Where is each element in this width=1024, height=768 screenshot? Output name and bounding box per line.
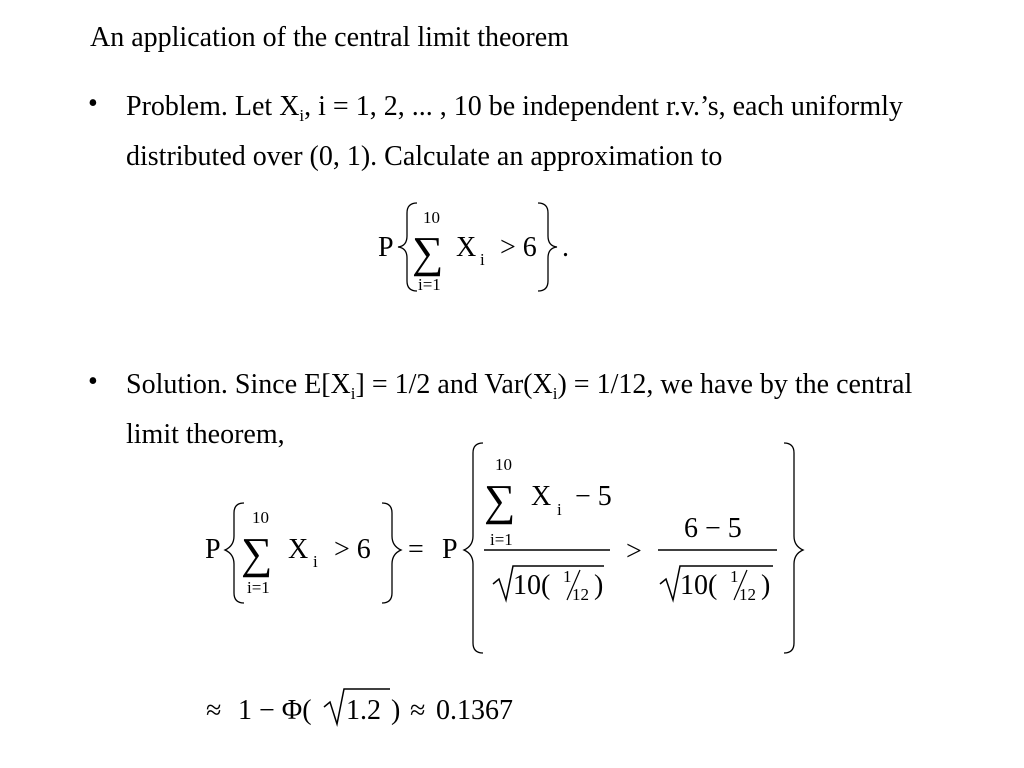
- f3-twelve-right: 12: [739, 585, 756, 604]
- f3-sub-i: i: [557, 500, 562, 519]
- f2-sum-symbol: ∑: [241, 529, 273, 578]
- f2-sum-lower: i=1: [247, 578, 270, 597]
- formula-solution-left: [205, 503, 424, 603]
- f2-P: P: [205, 534, 221, 565]
- f3-one-left: 1: [563, 567, 572, 586]
- f1-sub-i: i: [480, 250, 485, 269]
- f1-period: .: [562, 232, 569, 263]
- f1-sum-symbol: ∑: [412, 228, 444, 277]
- f3-ten-paren-right: 10(: [680, 570, 718, 601]
- problem-part2: , i = 1, 2, ... , 10 be independent r.v.’s, each uniformly distributed over (0, 1). Calculate an approximation to: [126, 91, 903, 172]
- result-root: 1.2: [346, 695, 381, 726]
- f3-minus-five: − 5: [575, 481, 612, 512]
- f3-one-right: 1: [730, 567, 739, 586]
- page-title: An application of the central limit theorem: [90, 22, 569, 53]
- f1-X: X: [456, 232, 477, 263]
- problem-part1: Problem. Let X: [126, 91, 300, 122]
- f1-P: P: [378, 232, 394, 263]
- problem-sub-i: i: [299, 106, 305, 125]
- result-approx-1: ≈: [206, 695, 222, 726]
- result-part-b: ): [391, 695, 401, 726]
- f3-ten-paren-left: 10(: [513, 570, 551, 601]
- f1-sum-lower: i=1: [418, 275, 441, 294]
- f3-sum-lower: i=1: [490, 530, 513, 549]
- result-approx-2: ≈: [410, 695, 426, 726]
- result-part-a: 1 − Φ(: [238, 695, 312, 726]
- f3-close-right: ): [761, 570, 771, 601]
- solution-part2: ] = 1/2 and Var(X: [355, 369, 553, 400]
- f1-gt-six: > 6: [500, 232, 537, 263]
- f3-X: X: [531, 481, 552, 512]
- f1-right-brace: [538, 203, 557, 291]
- solution-part1: Solution. Since E[X: [126, 369, 351, 400]
- solution-sub-i-2: i: [552, 384, 558, 403]
- result-value: 0.1367: [436, 695, 513, 726]
- f3-close-left: ): [594, 570, 604, 601]
- f3-sum-symbol: ∑: [484, 476, 516, 525]
- f2-equals: =: [408, 534, 424, 565]
- solution-part3: ) = 1/12, we have by the central limit theorem,: [126, 369, 913, 450]
- f1-sum-upper: 10: [423, 208, 440, 227]
- f3-left-brace: [464, 443, 483, 653]
- f3-right-brace: [784, 443, 803, 653]
- formula-problem: [378, 203, 569, 294]
- f3-gt: >: [626, 536, 642, 567]
- formula-solution-right: [442, 443, 803, 653]
- formula-result: [206, 689, 513, 726]
- f2-X: X: [288, 534, 309, 565]
- f2-gt-six: > 6: [334, 534, 371, 565]
- f3-six-minus-five: 6 − 5: [684, 513, 742, 544]
- f2-sum-upper: 10: [252, 508, 269, 527]
- f3-twelve-left: 12: [572, 585, 589, 604]
- bullet-solution: •: [88, 366, 98, 397]
- solution-sub-i-1: i: [350, 384, 356, 403]
- f2-sub-i: i: [313, 552, 318, 571]
- f3-P: P: [442, 534, 458, 565]
- f2-right-brace: [382, 503, 401, 603]
- bullet-problem: •: [88, 88, 98, 119]
- f3-sum-upper: 10: [495, 455, 512, 474]
